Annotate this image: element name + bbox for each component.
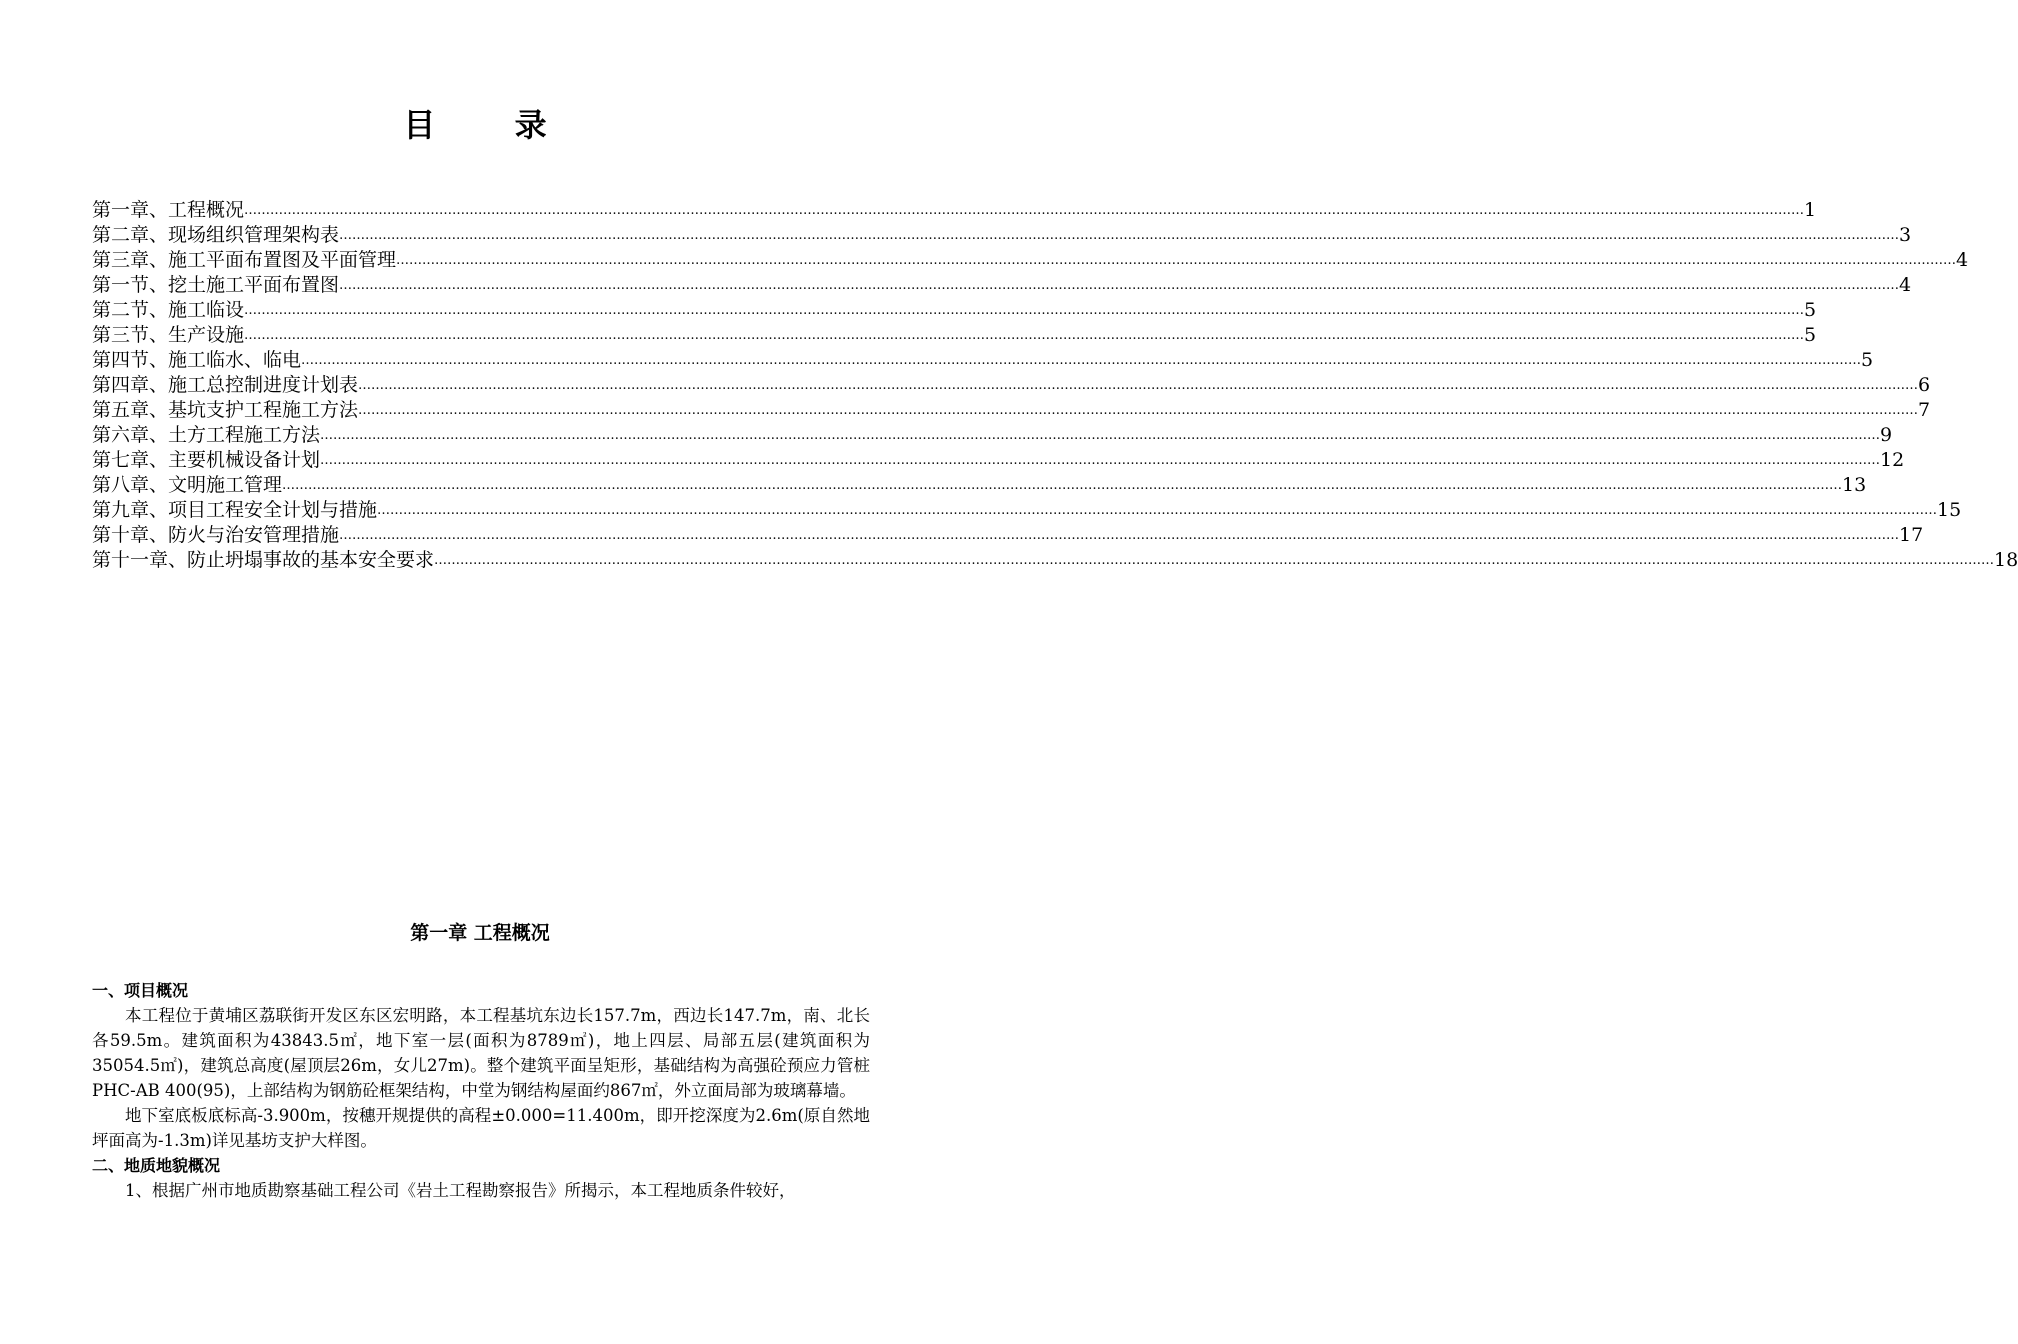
toc-entry[interactable] [92,248,1969,273]
toc-entry-label: 第五章、基坑支护工程施工方法 [92,399,359,421]
toc-entry-label: 第六章、土方工程施工方法 [92,424,321,446]
toc-entry[interactable] [92,548,2018,573]
toc-entry-label: 第二章、现场组织管理架构表 [92,224,340,246]
toc-entry[interactable] [92,423,1893,448]
toc-leader-dots: ……………………………………………………………………………………………………………………………………………………………………………………………………………………………………………………………………………………………………………………………… [434,553,1995,568]
toc-entry-label: 第四节、施工临水、临电 [92,349,302,371]
toc-leader-dots: ……………………………………………………………………………………………………………………………………………………………………………………………………………………………………………………………………………………………………………………………… [358,403,1919,418]
toc-entry[interactable] [92,198,1817,223]
toc-entry-page: 1 [1804,199,1817,221]
toc-leader-dots: ……………………………………………………………………………………………………………………………………………………………………………………………………………………………………………………………………………………………………………………………… [320,428,1881,443]
toc-entry-page: 6 [1918,374,1931,396]
toc-entry-label: 第二节、施工临设 [92,299,245,321]
toc-entry[interactable] [92,348,1874,373]
toc-leader-dots: ……………………………………………………………………………………………………………………………………………………………………………………………………………………………………………………………………………………………………………………………… [339,278,1900,293]
toc-entry-page: 4 [1899,274,1912,296]
toc-entry-label: 第三节、生产设施 [92,324,245,346]
toc-entry-page: 5 [1804,299,1817,321]
toc-entry-page: 12 [1880,449,1905,471]
toc-entry-label: 第十一章、防止坍塌事故的基本安全要求 [92,549,435,571]
toc-entry-page: 4 [1956,249,1969,271]
toc-entry-page: 18 [1994,549,2018,571]
toc-leader-dots: ……………………………………………………………………………………………………………………………………………………………………………………………………………………………………………………………………………………………………………………………… [301,353,1862,368]
toc-entry-label: 第一章、工程概况 [92,199,245,221]
toc-entry-label: 第三章、施工平面布置图及平面管理 [92,249,397,271]
toc-entry[interactable] [92,498,1962,523]
table-of-contents [92,198,2018,573]
paragraph: 1、根据广州市地质勘察基础工程公司《岩土工程勘察报告》所揭示，本工程地质条件较好， [125,1181,796,1200]
section-heading: 一、项目概况 [92,981,189,1000]
toc-leader-dots: ……………………………………………………………………………………………………………………………………………………………………………………………………………………………………………………………………………………………………………………………… [377,503,1938,518]
toc-entry-label: 第一节、挖土施工平面布置图 [92,274,340,296]
toc-leader-dots: ……………………………………………………………………………………………………………………………………………………………………………………………………………………………………………………………………………………………………………………………… [320,453,1881,468]
toc-title: 目 录 [403,106,581,144]
toc-leader-dots: ……………………………………………………………………………………………………………………………………………………………………………………………………………………………………………………………………………………………………………………………… [339,528,1900,543]
section-heading: 二、地质地貌概况 [92,1156,221,1175]
toc-entry-label: 第九章、项目工程安全计划与措施 [92,499,378,521]
toc-leader-dots: ……………………………………………………………………………………………………………………………………………………………………………………………………………………………………………………………………………………………………………………………… [244,328,1805,343]
toc-entry-page: 7 [1918,399,1931,421]
paragraph: 地下室底板底标高-3.900m，按穗开规提供的高程±0.000=11.400m，即开挖深度为2.6m(原自然地坪面高为-1.3m)详见基坊支护大样图。 [92,1106,870,1150]
toc-entry[interactable] [92,448,1905,473]
toc-leader-dots: ……………………………………………………………………………………………………………………………………………………………………………………………………………………………………………………………………………………………………………………………… [244,203,1805,218]
toc-entry[interactable] [92,273,1912,298]
toc-leader-dots: ……………………………………………………………………………………………………………………………………………………………………………………………………………………………………………………………………………………………………………………………… [282,478,1843,493]
toc-entry[interactable] [92,398,1931,423]
toc-leader-dots: ……………………………………………………………………………………………………………………………………………………………………………………………………………………………………………………………………………………………………………………………… [339,228,1900,243]
toc-leader-dots: ……………………………………………………………………………………………………………………………………………………………………………………………………………………………………………………………………………………………………………………………… [358,378,1919,393]
toc-entry[interactable] [92,373,1931,398]
paragraph: 本工程位于黄埔区荔联街开发区东区宏明路，本工程基坑东边长157.7m，西边长147.7m，南、北长各59.5m。建筑面积为43843.5㎡，地下室一层(面积为8789㎡)，地上四层、局部五层(建筑面积为35054.5㎡)，建筑总高度(屋顶层26m，女儿27m)。整个建筑平面呈矩形，基础结构为高强砼预应力管桩PHC-AB 400(95)，上部结构为钢筋砼框架结构，中堂为钢结构屋面约867㎡，外立面局部为玻璃幕墙。 [92,1006,870,1100]
chapter-body [92,978,870,1203]
toc-entry-page: 15 [1937,499,1962,521]
toc-entry[interactable] [92,223,1912,248]
toc-entry[interactable] [92,523,1924,548]
toc-entry-label: 第七章、主要机械设备计划 [92,449,321,471]
toc-entry[interactable] [92,323,1817,348]
toc-entry-label: 第八章、文明施工管理 [92,474,283,496]
toc-entry-page: 3 [1899,224,1912,246]
toc-entry-page: 17 [1899,524,1924,546]
toc-leader-dots: ……………………………………………………………………………………………………………………………………………………………………………………………………………………………………………………………………………………………………………………………… [396,253,1957,268]
toc-entry-label: 第四章、施工总控制进度计划表 [92,374,359,396]
toc-entry[interactable] [92,298,1817,323]
toc-entry-page: 5 [1804,324,1817,346]
toc-entry-label: 第十章、防火与治安管理措施 [92,524,340,546]
chapter-title: 第一章 工程概况 [410,922,550,944]
toc-entry-page: 9 [1880,424,1893,446]
toc-leader-dots: ……………………………………………………………………………………………………………………………………………………………………………………………………………………………………………………………………………………………………………………………… [244,303,1805,318]
toc-entry[interactable] [92,473,1867,498]
toc-entry-page: 5 [1861,349,1874,371]
toc-entry-page: 13 [1842,474,1867,496]
